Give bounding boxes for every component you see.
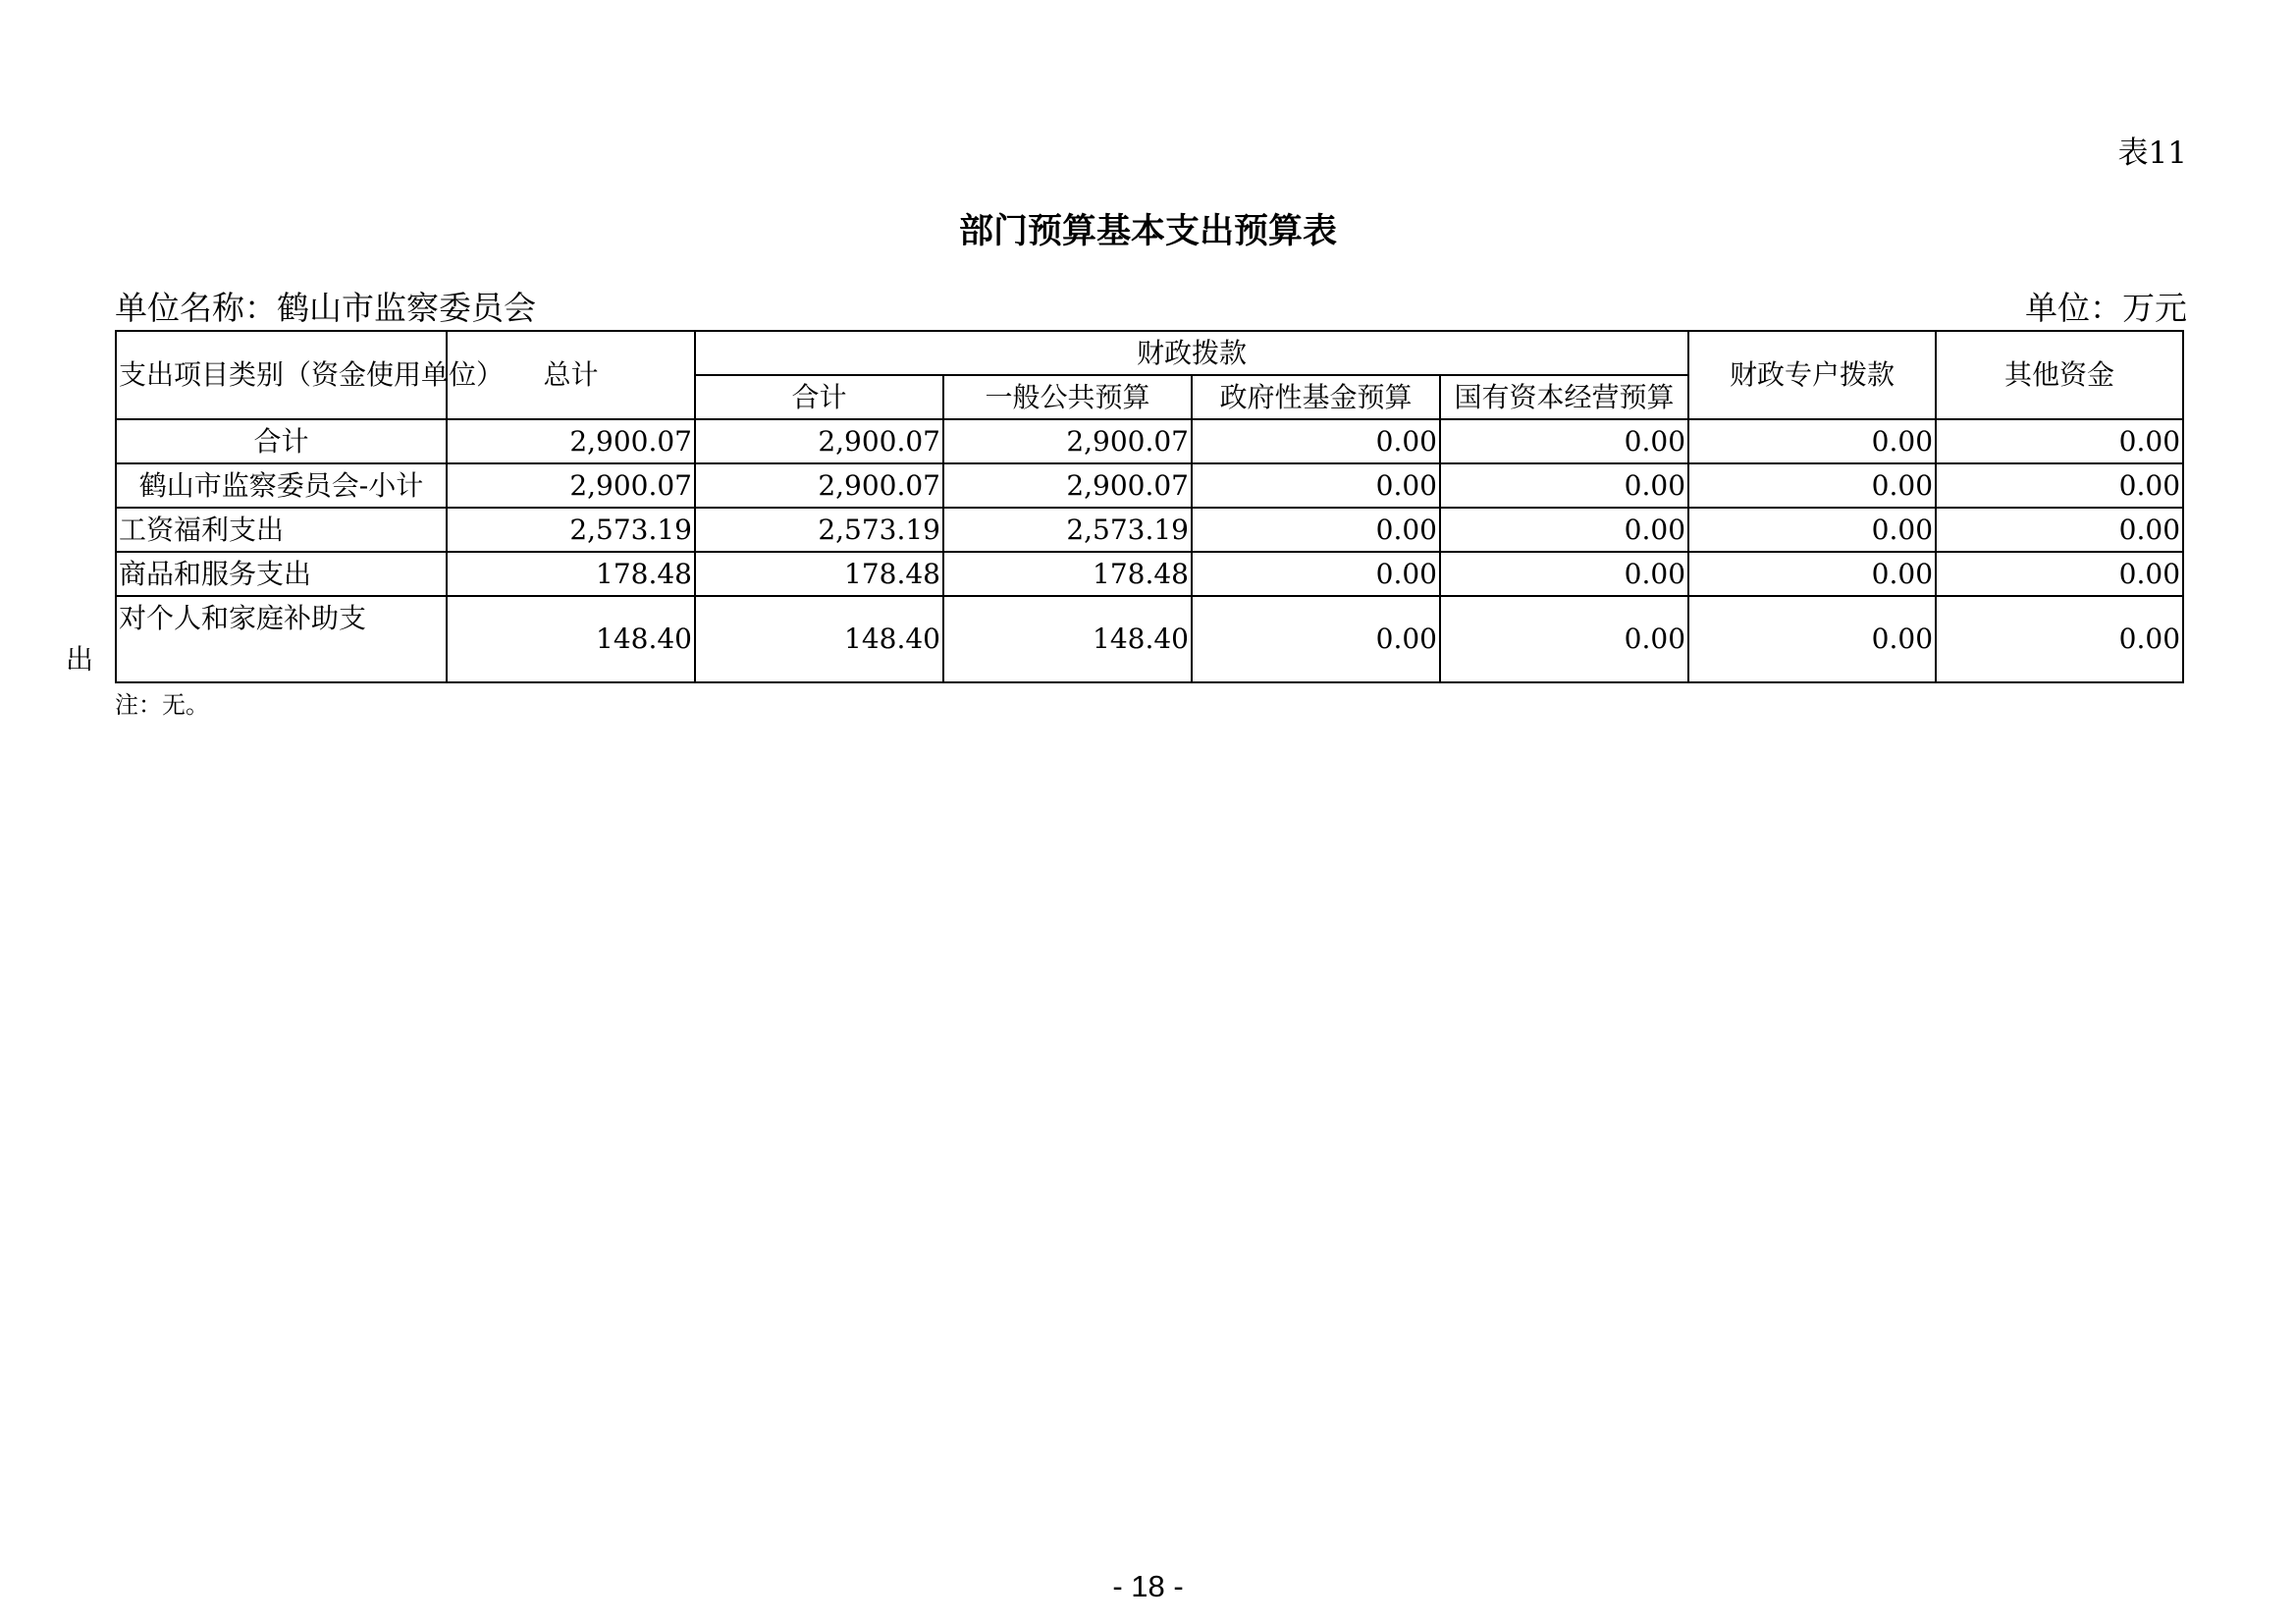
cell-total: 2,573.19 bbox=[447, 508, 695, 552]
cell-fiscal-subtotal: 2,573.19 bbox=[695, 508, 943, 552]
header-state-capital-budget: 国有资本经营预算 bbox=[1440, 375, 1688, 419]
table-row bbox=[116, 463, 2183, 508]
cell-total: 2,900.07 bbox=[447, 419, 695, 463]
row-label: 鹤山市监察委员会-小计 bbox=[116, 463, 447, 508]
cell-other-funds: 0.00 bbox=[1936, 596, 2183, 682]
row-label-line-2: 出 bbox=[66, 643, 94, 676]
cell-special-allocation: 0.00 bbox=[1688, 508, 1936, 552]
cell-fiscal-subtotal: 2,900.07 bbox=[695, 419, 943, 463]
page-title: 部门预算基本支出预算表 bbox=[958, 212, 1337, 251]
table-row bbox=[116, 508, 2183, 552]
cell-total: 2,900.07 bbox=[447, 463, 695, 508]
unit-name: 单位名称：鹤山市监察委员会 bbox=[115, 289, 536, 327]
cell-special-allocation: 0.00 bbox=[1688, 463, 1936, 508]
row-label: 商品和服务支出 bbox=[116, 552, 447, 596]
currency-unit: 单位：万元 bbox=[2025, 289, 2187, 327]
cell-total: 178.48 bbox=[447, 552, 695, 596]
page-number: - 18 - bbox=[1112, 1569, 1184, 1603]
table-row bbox=[116, 596, 2183, 682]
cell-total: 148.40 bbox=[447, 596, 695, 682]
cell-other-funds: 0.00 bbox=[1936, 552, 2183, 596]
header-category: 支出项目类别（资金使用单位） bbox=[116, 331, 447, 419]
row-label: 合计 bbox=[116, 419, 447, 463]
header-special-allocation: 财政专户拨款 bbox=[1688, 331, 1936, 419]
header-total: 总计 bbox=[447, 331, 695, 419]
row-label bbox=[66, 596, 447, 682]
table-number: 表11 bbox=[2117, 135, 2187, 171]
cell-other-funds: 0.00 bbox=[1936, 508, 2183, 552]
header-general-budget: 一般公共预算 bbox=[943, 375, 1192, 419]
cell-fiscal-subtotal: 178.48 bbox=[695, 552, 943, 596]
header-other-funds: 其他资金 bbox=[1936, 331, 2183, 419]
table-note: 注：无。 bbox=[115, 691, 209, 719]
cell-gov-fund-budget: 0.00 bbox=[1192, 552, 1440, 596]
cell-state-capital-budget: 0.00 bbox=[1440, 596, 1688, 682]
cell-fiscal-subtotal: 2,900.07 bbox=[695, 463, 943, 508]
cell-other-funds: 0.00 bbox=[1936, 419, 2183, 463]
row-label-line-1: 对个人和家庭补助支 bbox=[119, 602, 367, 634]
table-row bbox=[116, 552, 2183, 596]
cell-special-allocation: 0.00 bbox=[1688, 552, 1936, 596]
cell-state-capital-budget: 0.00 bbox=[1440, 508, 1688, 552]
row-label: 工资福利支出 bbox=[116, 508, 447, 552]
cell-gov-fund-budget: 0.00 bbox=[1192, 508, 1440, 552]
cell-special-allocation: 0.00 bbox=[1688, 596, 1936, 682]
cell-state-capital-budget: 0.00 bbox=[1440, 419, 1688, 463]
cell-gov-fund-budget: 0.00 bbox=[1192, 419, 1440, 463]
header-row-1 bbox=[116, 331, 2183, 375]
cell-state-capital-budget: 0.00 bbox=[1440, 552, 1688, 596]
cell-gov-fund-budget: 0.00 bbox=[1192, 463, 1440, 508]
cell-general-budget: 148.40 bbox=[943, 596, 1192, 682]
table-row bbox=[116, 419, 2183, 463]
cell-general-budget: 2,900.07 bbox=[943, 463, 1192, 508]
cell-special-allocation: 0.00 bbox=[1688, 419, 1936, 463]
header-gov-fund-budget: 政府性基金预算 bbox=[1192, 375, 1440, 419]
cell-state-capital-budget: 0.00 bbox=[1440, 463, 1688, 508]
cell-general-budget: 2,573.19 bbox=[943, 508, 1192, 552]
cell-fiscal-subtotal: 148.40 bbox=[695, 596, 943, 682]
cell-gov-fund-budget: 0.00 bbox=[1192, 596, 1440, 682]
cell-general-budget: 178.48 bbox=[943, 552, 1192, 596]
cell-other-funds: 0.00 bbox=[1936, 463, 2183, 508]
cell-general-budget: 2,900.07 bbox=[943, 419, 1192, 463]
header-fiscal-subtotal: 合计 bbox=[695, 375, 943, 419]
header-fiscal-group: 财政拨款 bbox=[695, 331, 1688, 375]
budget-table bbox=[66, 330, 2184, 683]
